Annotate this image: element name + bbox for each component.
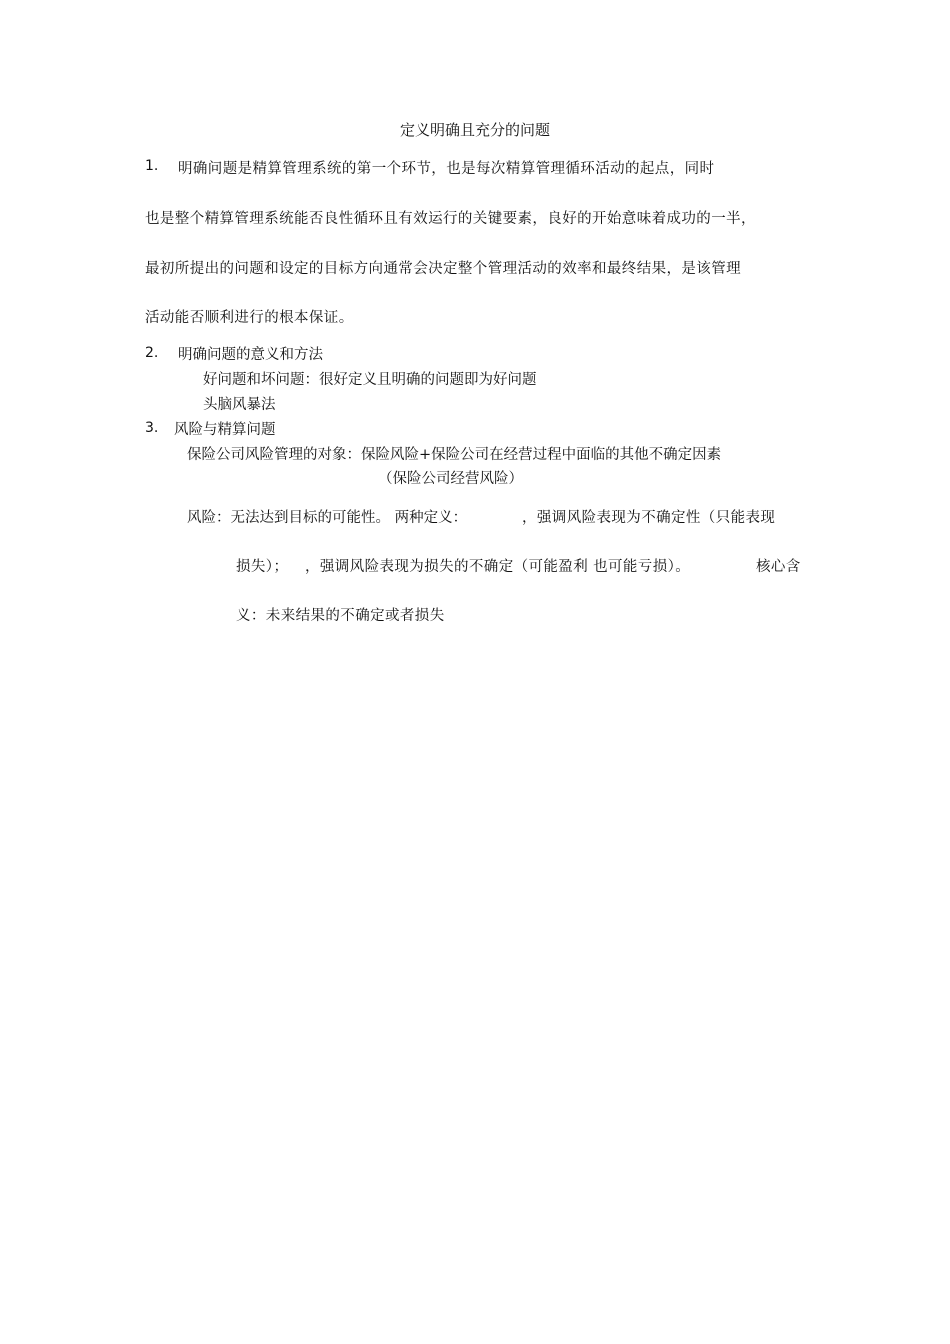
- document-title: 定义明确且充分的问题: [399, 121, 550, 139]
- section-1-number: 1.: [145, 158, 159, 174]
- section-2-number: 2.: [145, 345, 159, 361]
- section-1-line-3: 最初所提出的问题和设定的目标方向通常会决定整个管理活动的效率和最终结果，是该管理: [145, 261, 741, 277]
- risk-definition-line-2a: 损失）；: [236, 559, 289, 575]
- risk-definition-line-3: 义：未来结果的不确定或者损失: [236, 608, 445, 624]
- section-3-heading: 风险与精算问题: [174, 422, 276, 438]
- section-1-line-4: 活动能否顺利进行的根本保证。: [145, 310, 354, 326]
- risk-object-note: （保险公司经营风险）: [378, 471, 523, 487]
- risk-object-line: 保险公司风险管理的对象：保险风险+保险公司在经营过程中面临的其他不确定因素: [187, 447, 722, 463]
- section-2-heading: 明确问题的意义和方法: [178, 347, 323, 363]
- risk-definition-line-1: ，强调风险表现为不确定性（只能表现: [522, 510, 776, 526]
- section-2-item-1: 好问题和坏问题：很好定义且明确的问题即为好问题: [203, 372, 537, 388]
- risk-definition-line-2c: 核心含: [756, 559, 801, 575]
- section-2-item-2: 头脑风暴法: [203, 397, 276, 413]
- section-1-line-1: 明确问题是精算管理系统的第一个环节，也是每次精算管理循环活动的起点，同时: [178, 161, 715, 177]
- section-1-line-2: 也是整个精算管理系统能否良性循环且有效运行的关键要素，良好的开始意味着成功的一半，: [145, 211, 756, 227]
- risk-definition-line-2b: ，强调风险表现为损失的不确定（可能盈利 也可能亏损）。: [305, 559, 691, 575]
- risk-definition-label: 风险：无法达到目标的可能性。 两种定义：: [187, 510, 468, 526]
- section-3-number: 3.: [145, 420, 159, 436]
